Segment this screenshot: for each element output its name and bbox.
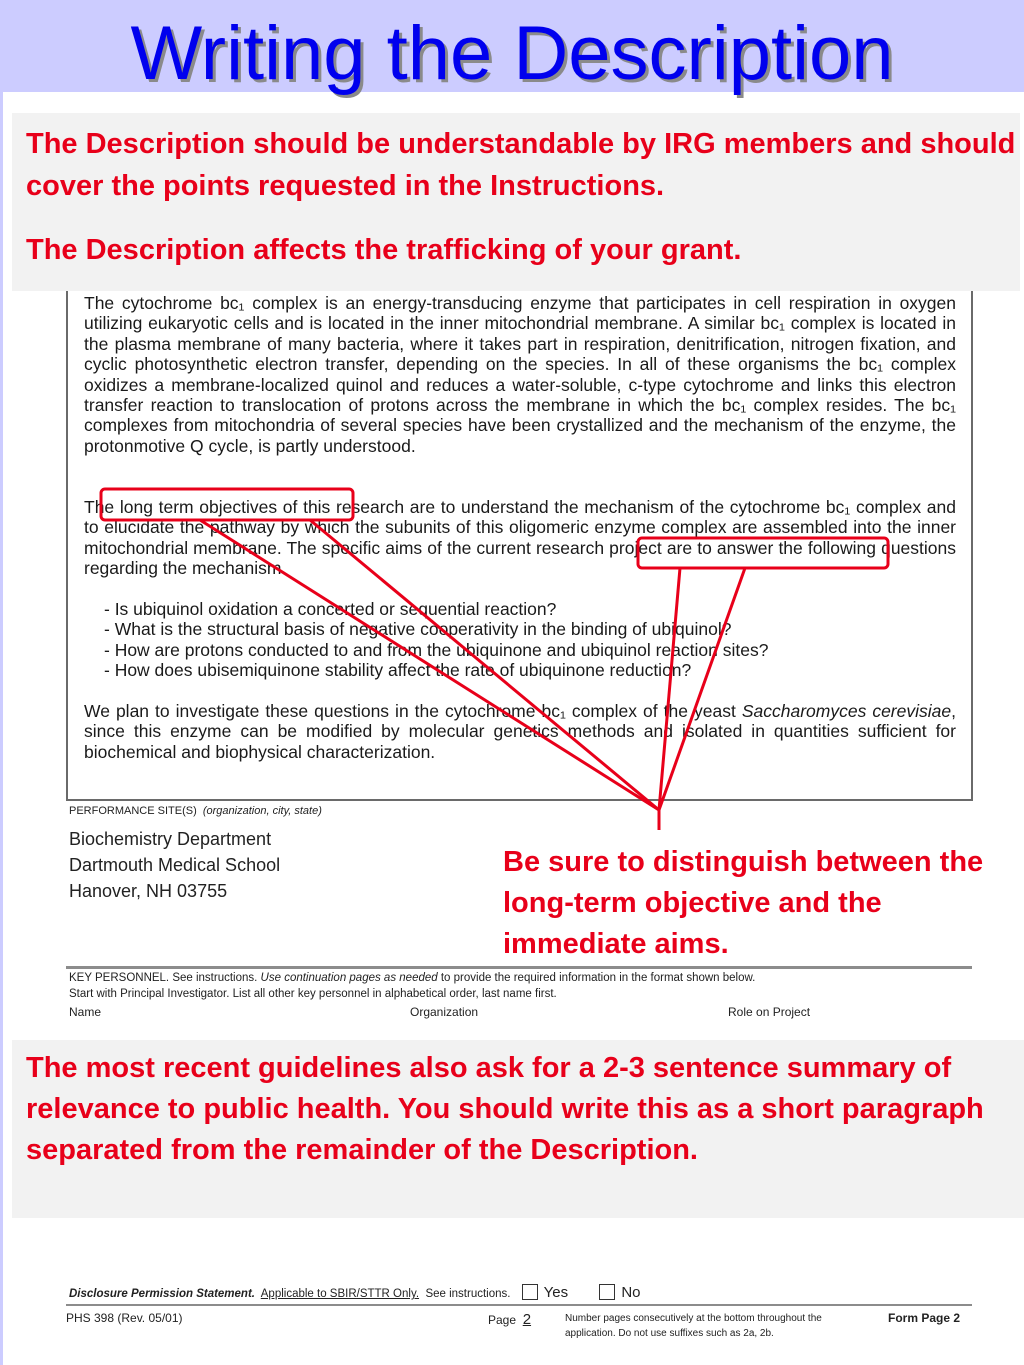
yes-label: Yes [543,1284,569,1301]
page-label-text: Page [488,1313,517,1327]
form-id: PHS 398 (Rev. 05/01) [66,1311,183,1325]
list-item: - How does ubisemiquinone stability affect the rate of ubiquinone reduction? [104,660,692,681]
kp-text: KEY PERSONNEL. See instructions. [69,972,261,984]
site-line: Hanover, NH 03755 [69,881,228,901]
callout-trafficking-text: The Description affects the trafficking of your grant. [26,234,742,266]
key-personnel-order-note: Start with Principal Investigator. List all other key personnel in alphabetical order, last name first. [69,988,557,1000]
site-line: Dartmouth Medical School [69,855,281,875]
callout-relevance-text: The most recent guidelines also ask for a 2-3 sentence summary of relevance to public health. You should write this as a short paragraph separated from the remainder of the Description. [26,1052,984,1166]
column-header-role: Role on Project [728,1005,811,1019]
pointer-line [659,568,745,810]
page-number: 2 [522,1311,532,1328]
disclosure-applicability: Applicable to SBIR/STTR Only. [260,1288,420,1300]
approach-text-end: , since this enzyme can be modified by molecular genetics methods and isolated in quantities sufficient for biochemical and biophysical characterization. [84,701,956,762]
form-page-label: Form Page 2 [888,1311,961,1325]
slide-title: Writing the Description [130,11,894,96]
long-term-objectives-highlight [101,489,353,520]
list-item: - How are protons conducted to and from the ubiquinone and ubiquinol reaction sites? [104,639,769,660]
disclosure-label: Disclosure Permission Statement. [69,1288,255,1300]
pointer-line [200,520,659,810]
pointer-line [659,568,680,810]
specific-aims-highlight [638,538,888,568]
kp-text: to provide the required information in the format shown below. [437,972,756,984]
callout-understandable-text: The Description should be understandable by IRG members and should cover the points requested in the Instructions. [26,128,1016,202]
distinguish-note: Be sure to distinguish between the long-term objective and the immediate aims. [503,846,984,960]
site-line: Biochemistry Department [69,829,272,849]
column-header-name: Name [69,1005,102,1019]
no-label: No [621,1284,641,1301]
column-header-organization: Organization [410,1005,479,1019]
performance-site-heading: PERFORMANCE SITE(S) [69,805,197,817]
page-numbering-instructions: Number pages consecutively at the bottom throughout the application. Do not use suffixes such as 2a, 2b. [565,1313,822,1339]
disclosure-see-instructions: See instructions. [425,1288,511,1300]
performance-site-hint: (organization, city, state) [202,805,322,817]
approach-text-start: We plan to investigate these questions in the cytochrome bc₁ complex of the yeast [84,701,742,721]
background-paragraph: The cytochrome bc₁ complex is an energy-transducing enzyme that participates in cell respiration in oxygen utilizing eukaryotic cells and is located in the inner mitochondrial membrane. A similar bc₁ complex is located in the plasma membrane of many bacteria, where it takes part in respiration, denitrification, nitrogen fixation, and cyclic photosynthetic electron transfer, depending on the species. In all of these organisms the bc₁ complex oxidizes a membrane-localized quinol and reduces a water-soluble, c-type cytochrome and links this electron transfer reaction to translocation of protons across the membrane in which the bc₁ complex resides. The bc₁ complexes from mitochondria of several species have been crystallized and the mechanism of the enzyme, the protonmotive Q cycle, is partly understood. [84,293,956,456]
list-item: - Is ubiquinol oxidation a concerted or sequential reaction? [104,599,557,619]
kp-italic-text: Use continuation pages as needed [260,972,438,984]
list-item: - What is the structural basis of negative cooperativity in the binding of ubiquinol? [104,619,732,640]
pointer-line [310,520,659,810]
organism-name: Saccharomyces cerevisiae [741,701,952,721]
objectives-paragraph: The long term objectives of this research are to understand the mechanism of the cytochrome bc₁ complex and to elucidate the pathway by which the subunits of this oligomeric enzyme complex are assembled into the inner mitochondrial membrane. The specific aims of the current research project are to answer the following questions regarding the mechanism. [84,497,956,579]
